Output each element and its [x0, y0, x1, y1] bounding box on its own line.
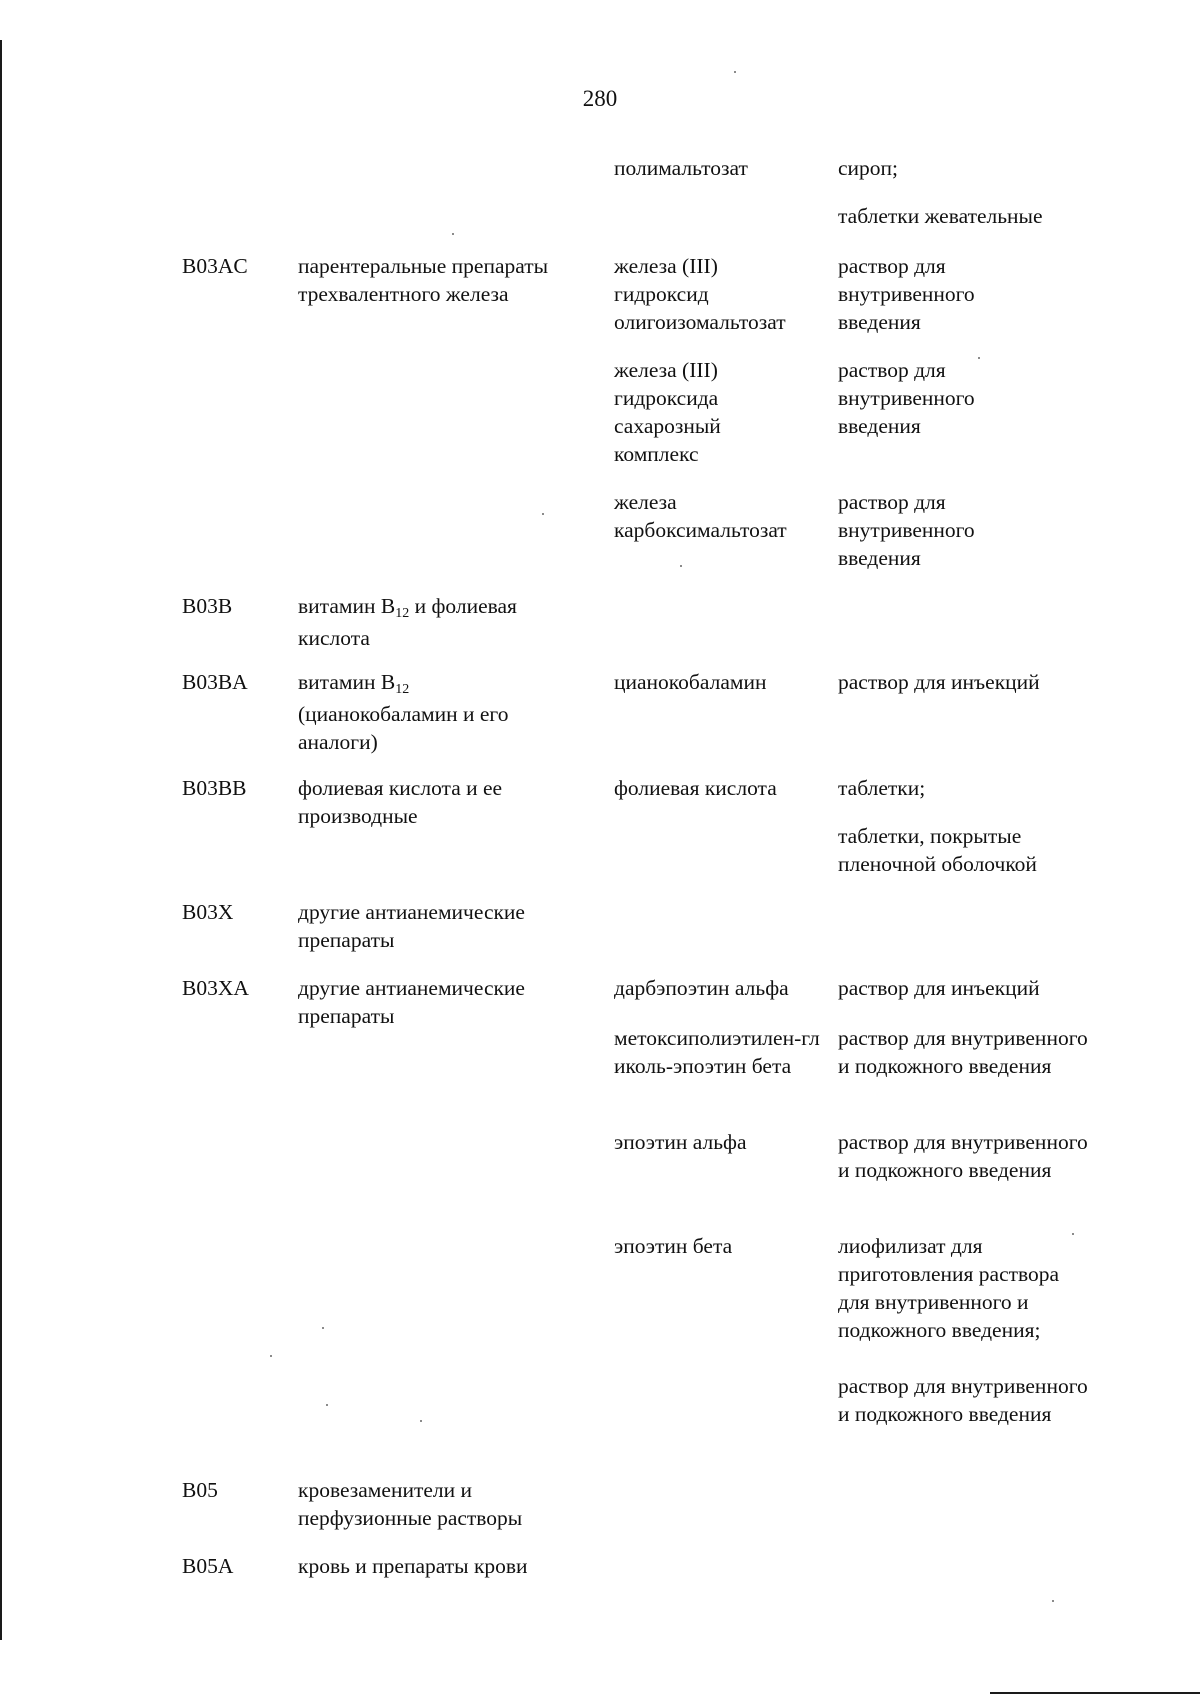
atc-group-name: другие антианемические препараты [298, 976, 525, 1028]
page-number: 280 [582, 86, 618, 111]
inn-name: цианокобаламин [614, 670, 767, 694]
atc-code: B03XA [182, 976, 249, 1000]
atc-group-name: кровезаменители и перфузионные растворы [298, 1478, 523, 1530]
group-text-part: витамин B [298, 594, 396, 618]
atc-code: B03BA [182, 670, 248, 694]
inn-name: полимальтозат [614, 156, 748, 180]
atc-code: B03X [182, 900, 234, 924]
atc-code: B05 [182, 1478, 218, 1502]
inn-name: эпоэтин бета [614, 1234, 733, 1258]
atc-group-name: кровь и препараты крови [298, 1554, 528, 1578]
atc-group-name [298, 668, 558, 756]
scan-edge-left [0, 40, 2, 1640]
scan-speck [1052, 1600, 1054, 1602]
dosage-form: раствор для внутривенного введения [838, 358, 975, 438]
atc-code: B03BB [182, 776, 247, 800]
scan-speck [452, 233, 454, 235]
inn-name: эпоэтин альфа [614, 1130, 747, 1154]
atc-group-name: другие антианемические препараты [298, 900, 525, 952]
dosage-form: лиофилизат для приготовления раствора для внутривенного и подкожного введения; [838, 1234, 1060, 1342]
atc-code: B03B [182, 594, 233, 618]
group-text-part: и фолиевая кислота [298, 594, 517, 650]
inn-name: метоксиполиэтилен-гликоль-эпоэтин бета [614, 1026, 820, 1078]
scan-speck [542, 513, 544, 515]
inn-name: железа карбоксимальтозат [614, 490, 787, 542]
dosage-form: раствор для инъекций [838, 976, 1040, 1000]
group-subscript: 12 [395, 606, 410, 621]
group-subscript: 12 [395, 682, 410, 697]
atc-code: B03AC [182, 254, 248, 278]
dosage-form: сироп; [838, 156, 899, 180]
inn-name: железа (III) гидроксида сахарозный комплекс [614, 358, 721, 466]
scan-speck [322, 1327, 324, 1329]
dosage-form: таблетки; [838, 776, 926, 800]
atc-group-name: фолиевая кислота и ее производные [298, 776, 503, 828]
scan-speck [734, 71, 736, 73]
inn-name: фолиевая кислота [614, 776, 777, 800]
atc-group-name [298, 592, 578, 652]
group-text-part: витамин B [298, 670, 396, 694]
scan-edge-bottom-right [990, 1692, 1200, 1694]
scan-speck [420, 1420, 422, 1422]
inn-name: железа (III) гидроксид олигоизомальтозат [614, 254, 786, 334]
dosage-form: раствор для внутривенного и подкожного введения [838, 1026, 1088, 1078]
dosage-form: раствор для внутривенного введения [838, 254, 975, 334]
atc-group-name: парентеральные препараты трехвалентного железа [298, 254, 549, 306]
dosage-form: таблетки, покрытые пленочной оболочкой [838, 824, 1037, 876]
scan-speck [326, 1404, 328, 1406]
scan-speck [680, 565, 682, 567]
atc-code: B05A [182, 1554, 234, 1578]
dosage-form: раствор для внутривенного введения [838, 490, 975, 570]
dosage-form: раствор для внутривенного и подкожного введения [838, 1130, 1088, 1182]
dosage-form: раствор для внутривенного и подкожного введения [838, 1374, 1088, 1426]
scan-speck [270, 1355, 272, 1357]
inn-name: дарбэпоэтин альфа [614, 976, 789, 1000]
group-text-part: (цианокобаламин и его аналоги) [298, 702, 509, 754]
dosage-form: раствор для инъекций [838, 670, 1040, 694]
dosage-form: таблетки жевательные [838, 204, 1043, 228]
